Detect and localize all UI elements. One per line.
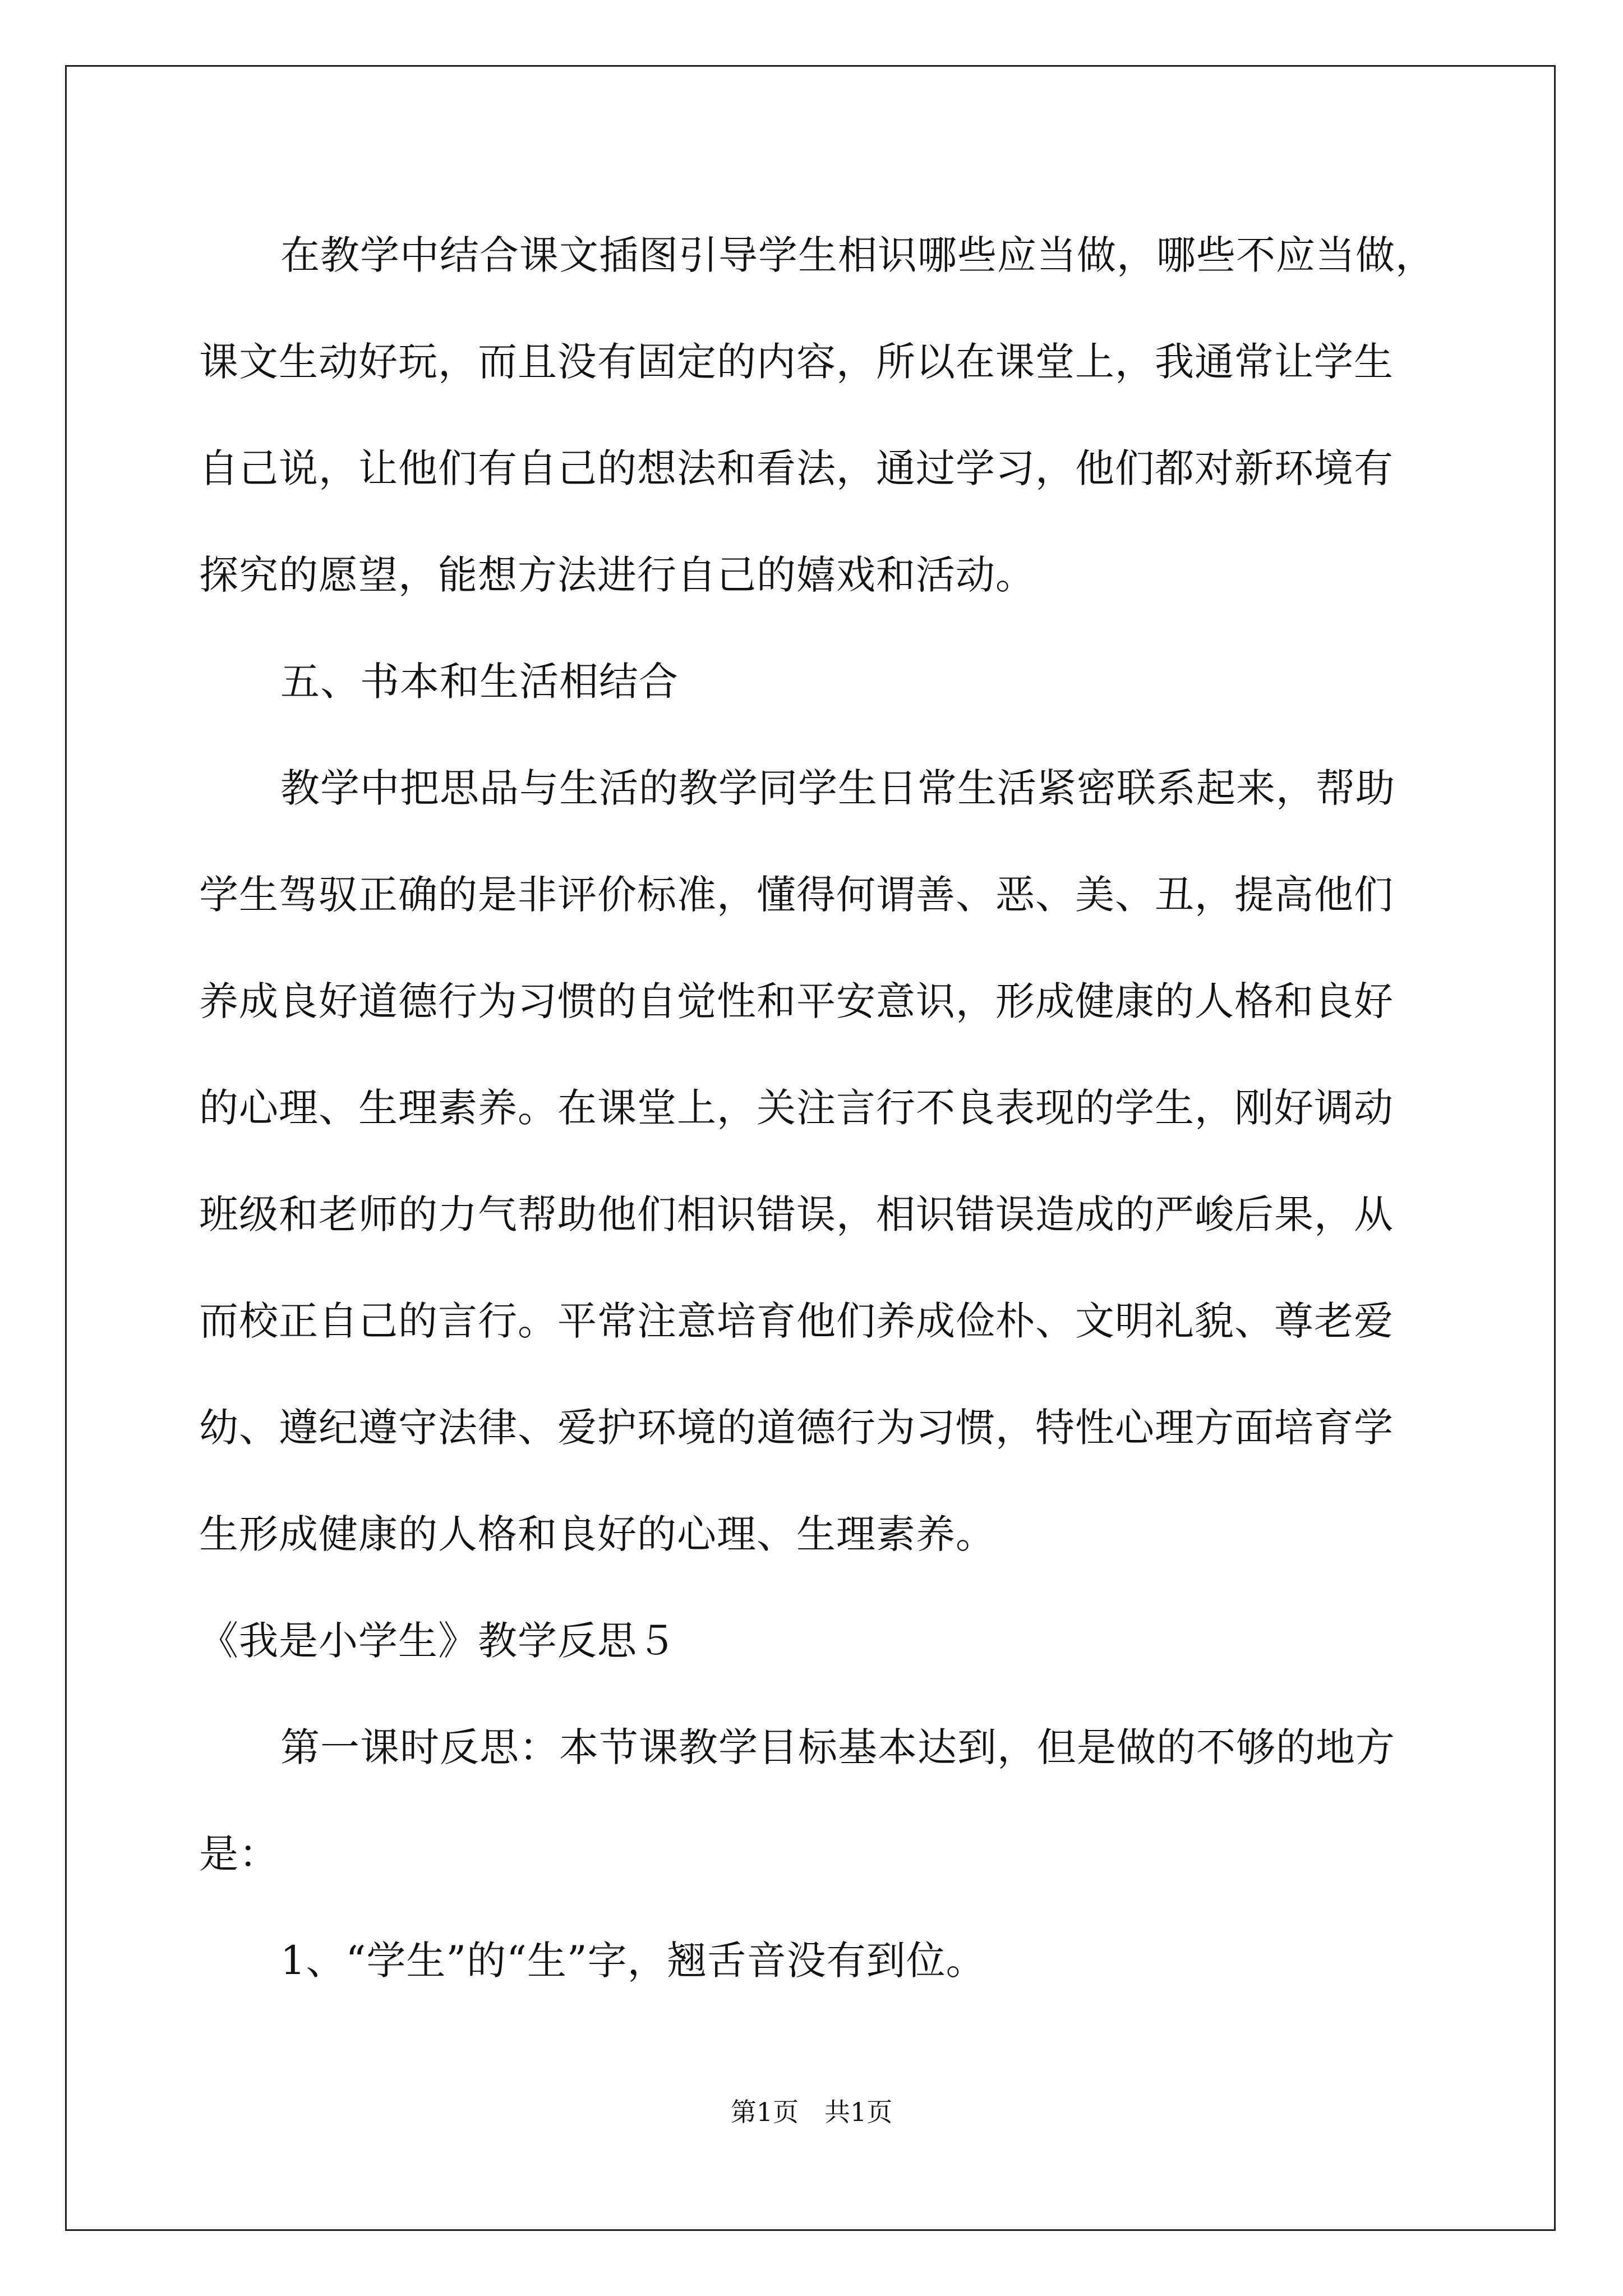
paragraph-line: 在教学中结合课文插图引导学生相识哪些应当做，哪些不应当做，: [280, 232, 1435, 278]
list-item: 1、“学生”的“生”字，翘舌音没有到位。: [280, 1938, 986, 1984]
article-title: 《我是小学生》教学反思５: [199, 1618, 677, 1664]
paragraph-line: 幼、遵纪遵守法律、爱护环境的道德行为习惯，特性心理方面培育学: [199, 1405, 1394, 1451]
paragraph-line: 是：: [199, 1831, 279, 1877]
paragraph-line: 班级和老师的力气帮助他们相识错误，相识错误造成的严峻后果，从: [199, 1191, 1394, 1237]
page-number: 第1页 共1页: [730, 2097, 893, 2127]
paragraph-line: 课文生动好玩，而且没有固定的内容，所以在课堂上，我通常让学生: [199, 339, 1394, 385]
paragraph-line: 第一课时反思：本节课教学目标基本达到，但是做的不够的地方: [280, 1724, 1395, 1770]
paragraph-line: 探究的愿望，能想方法进行自己的嬉戏和活动。: [199, 552, 1035, 598]
paragraph-line: 教学中把思品与生活的教学同学生日常生活紧密联系起来，帮助: [280, 765, 1395, 811]
paragraph-line: 而校正自己的言行。平常注意培育他们养成俭朴、文明礼貌、尊老爱: [199, 1298, 1394, 1344]
paragraph-line: 生形成健康的人格和良好的心理、生理素养。: [199, 1511, 995, 1557]
paragraph-line: 的心理、生理素养。在课堂上，关注言行不良表现的学生，刚好调动: [199, 1085, 1394, 1131]
paragraph-line: 学生驾驭正确的是非评价标准，懂得何谓善、恶、美、丑，提高他们: [199, 872, 1394, 918]
paragraph-line: 自己说，让他们有自己的想法和看法，通过学习，他们都对新环境有: [199, 445, 1394, 491]
paragraph-line: 养成良好道德行为习惯的自觉性和平安意识，形成健康的人格和良好: [199, 978, 1394, 1024]
section-heading: 五、书本和生活相结合: [280, 659, 679, 705]
